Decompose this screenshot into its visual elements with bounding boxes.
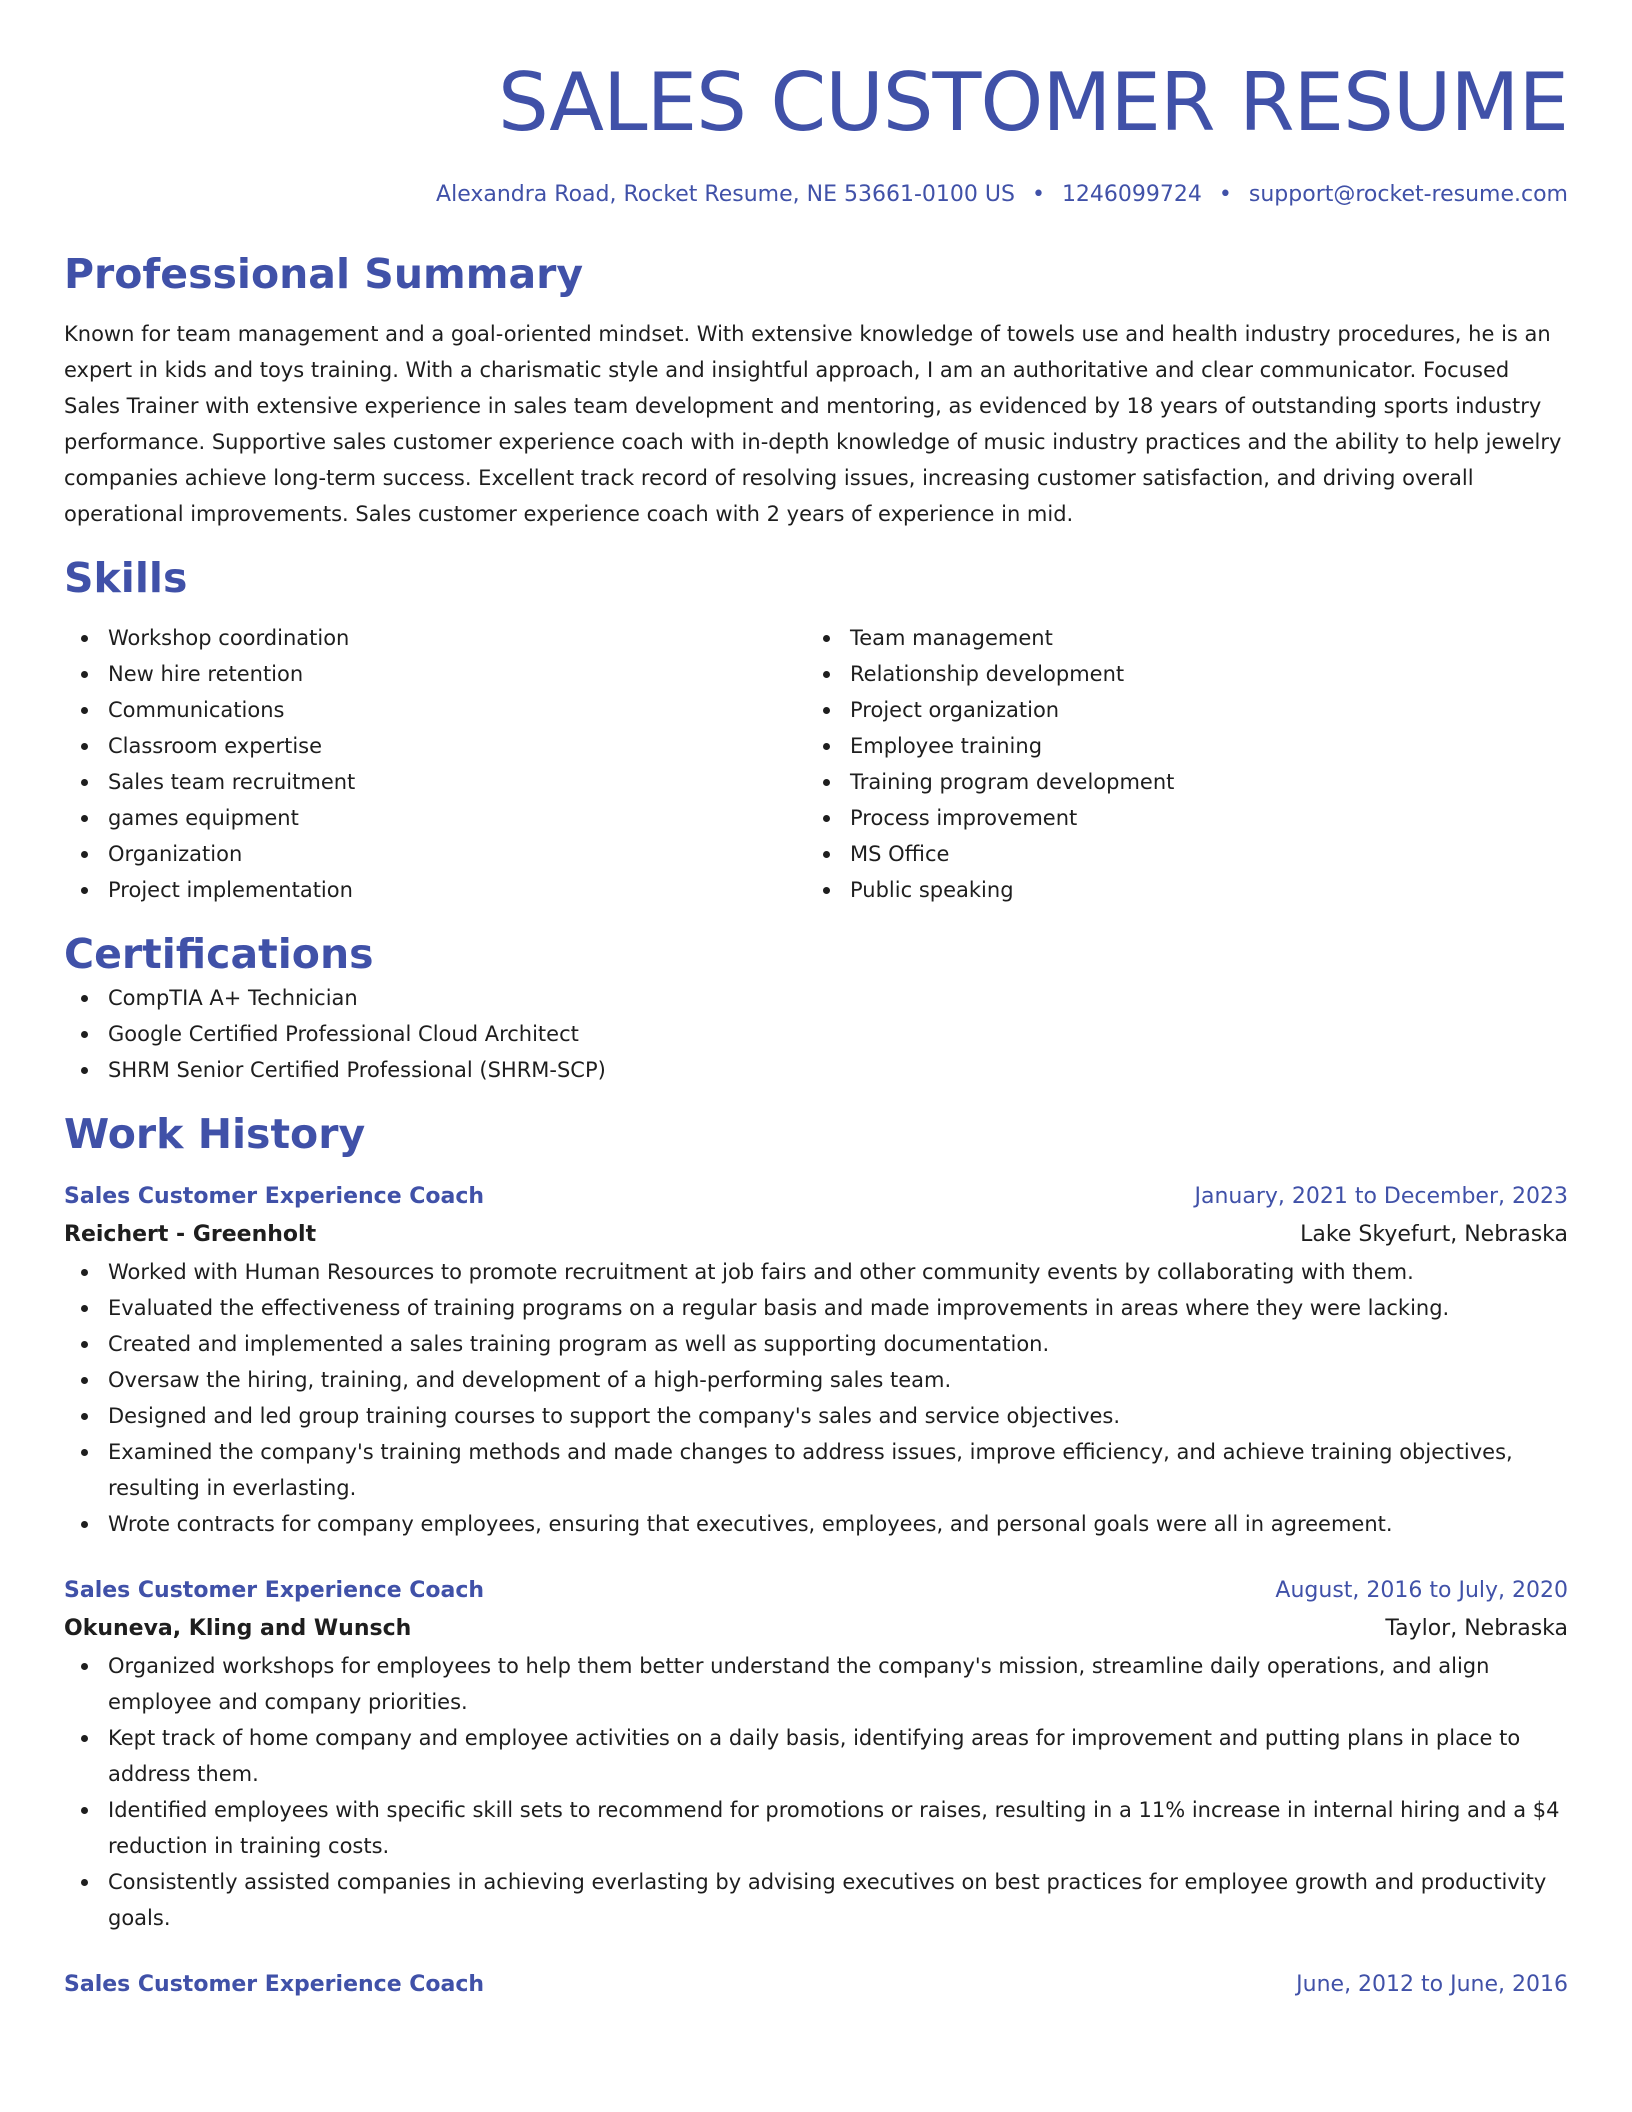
job-bullets bbox=[64, 1648, 1568, 1936]
certification-item: CompTIA A+ Technician bbox=[64, 980, 1568, 1016]
job-bullet: Created and implemented a sales training program as well as supporting documentation. bbox=[64, 1326, 1568, 1362]
job-dates: January, 2021 to December, 2023 bbox=[1194, 1184, 1568, 1209]
skill-item: Sales team recruitment bbox=[64, 764, 806, 800]
job-header-row bbox=[64, 1572, 1568, 1610]
skill-item: Project organization bbox=[806, 692, 1548, 728]
skill-item: Communications bbox=[64, 692, 806, 728]
skill-item: Employee training bbox=[806, 728, 1548, 764]
job-entry bbox=[64, 1966, 1568, 2004]
job-bullet: Examined the company's training methods and made changes to address issues, improve efficiency, and achieve training objectives, resulting in everlasting. bbox=[64, 1434, 1568, 1506]
skills-list-left bbox=[64, 620, 806, 908]
job-title: Sales Customer Experience Coach bbox=[64, 1184, 485, 1209]
job-title: Sales Customer Experience Coach bbox=[64, 1578, 485, 1603]
skill-item: Organization bbox=[64, 836, 806, 872]
job-bullet: Organized workshops for employees to help them better understand the company's mission, streamline daily operations, and align employee and company priorities. bbox=[64, 1648, 1568, 1720]
job-company: Reichert - Greenholt bbox=[64, 1222, 317, 1247]
job-location: Taylor, Nebraska bbox=[1385, 1616, 1568, 1641]
contact-separator: • bbox=[1031, 182, 1045, 207]
job-company-row bbox=[64, 1610, 1568, 1648]
section-title-skills: Skills bbox=[64, 554, 188, 602]
job-company-row bbox=[64, 1216, 1568, 1254]
skill-item: Classroom expertise bbox=[64, 728, 806, 764]
job-dates: June, 2012 to June, 2016 bbox=[1296, 1972, 1568, 1997]
skills-column-left bbox=[64, 620, 806, 908]
skill-item: MS Office bbox=[806, 836, 1548, 872]
job-company: Okuneva, Kling and Wunsch bbox=[64, 1616, 412, 1641]
job-bullet: Designed and led group training courses to support the company's sales and service objectives. bbox=[64, 1398, 1568, 1434]
contact-separator: • bbox=[1218, 182, 1232, 207]
section-title-certifications: Certifications bbox=[64, 930, 374, 978]
resume-title: SALES CUSTOMER RESUME bbox=[498, 56, 1568, 149]
skill-item: Team management bbox=[806, 620, 1548, 656]
job-bullet: Wrote contracts for company employees, ensuring that executives, employees, and personal goals were all in agreement. bbox=[64, 1506, 1568, 1542]
skill-item: games equipment bbox=[64, 800, 806, 836]
job-header-row bbox=[64, 1178, 1568, 1216]
job-bullet: Kept track of home company and employee activities on a daily basis, identifying areas for improvement and putting plans in place to address them. bbox=[64, 1720, 1568, 1792]
job-entry bbox=[64, 1178, 1568, 1542]
job-bullet: Oversaw the hiring, training, and development of a high-performing sales team. bbox=[64, 1362, 1568, 1398]
job-dates: August, 2016 to July, 2020 bbox=[1275, 1578, 1568, 1603]
certifications-list bbox=[64, 980, 1568, 1088]
contact-line bbox=[64, 180, 1568, 210]
job-bullet: Identified employees with specific skill sets to recommend for promotions or raises, resulting in a 11% increase in internal hiring and a $4 reduction in training costs. bbox=[64, 1792, 1568, 1864]
contact-email: support@rocket-resume.com bbox=[1248, 182, 1568, 207]
skill-item: Relationship development bbox=[806, 656, 1548, 692]
contact-phone: 1246099724 bbox=[1061, 182, 1202, 207]
resume-page bbox=[64, 0, 1568, 2004]
skill-item: New hire retention bbox=[64, 656, 806, 692]
skill-item: Public speaking bbox=[806, 872, 1548, 908]
skills-grid bbox=[64, 620, 1568, 908]
certification-item: SHRM Senior Certified Professional (SHRM-SCP) bbox=[64, 1052, 1568, 1088]
skill-item: Workshop coordination bbox=[64, 620, 806, 656]
job-title: Sales Customer Experience Coach bbox=[64, 1972, 485, 1997]
skills-column-right bbox=[806, 620, 1548, 908]
skill-item: Process improvement bbox=[806, 800, 1548, 836]
contact-address: Alexandra Road, Rocket Resume, NE 53661-0100 US bbox=[436, 182, 1015, 207]
summary-text: Known for team management and a goal-oriented mindset. With extensive knowledge of towels use and health industry procedures, he is an expert in kids and toys training. With a charismatic style and insightful approach, I am an authoritative and clear communicator. Focused Sales Trainer with extensive experience in sales team development and mentoring, as evidenced by 18 years of outstanding sports industry performance. Supportive sales customer experience coach with in-depth knowledge of music industry practices and the ability to help jewelry companies achieve long-term success. Excellent track record of resolving issues, increasing customer satisfaction, and driving overall operational improvements. Sales customer experience coach with 2 years of experience in mid. bbox=[64, 322, 1562, 526]
job-location: Lake Skyefurt, Nebraska bbox=[1300, 1222, 1568, 1247]
job-bullet: Consistently assisted companies in achieving everlasting by advising executives on best practices for employee growth and productivity goals. bbox=[64, 1864, 1568, 1936]
job-header-row bbox=[64, 1966, 1568, 2004]
job-bullet: Worked with Human Resources to promote recruitment at job fairs and other community events by collaborating with them. bbox=[64, 1254, 1568, 1290]
section-title-work-history: Work History bbox=[64, 1110, 366, 1158]
skill-item: Project implementation bbox=[64, 872, 806, 908]
certification-item: Google Certified Professional Cloud Architect bbox=[64, 1016, 1568, 1052]
job-bullets bbox=[64, 1254, 1568, 1542]
skill-item: Training program development bbox=[806, 764, 1548, 800]
job-entry bbox=[64, 1572, 1568, 1936]
skills-list-right bbox=[806, 620, 1548, 908]
section-title-summary: Professional Summary bbox=[64, 250, 584, 298]
job-bullet: Evaluated the effectiveness of training programs on a regular basis and made improvements in areas where they were lacking. bbox=[64, 1290, 1568, 1326]
